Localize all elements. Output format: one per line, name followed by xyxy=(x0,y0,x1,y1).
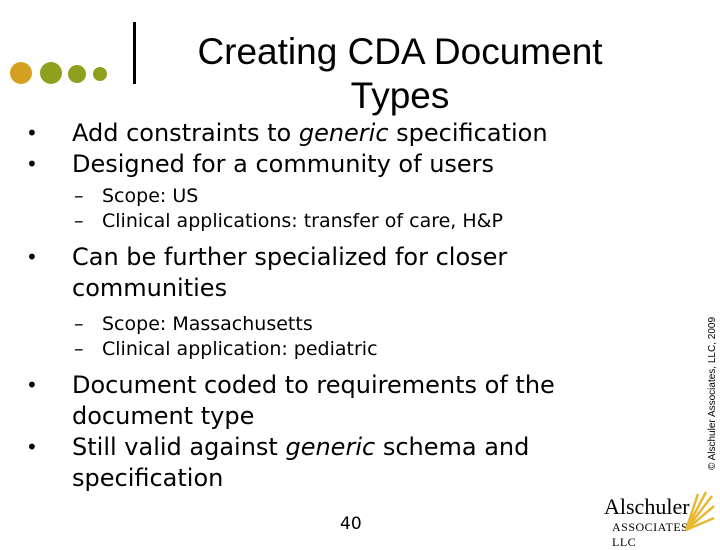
sub-bullet-item xyxy=(26,209,666,234)
sub-bullet-item xyxy=(26,337,666,362)
sub-bullet-text: Scope: US xyxy=(102,185,199,207)
green-dot xyxy=(40,62,62,84)
bullet-mark: • xyxy=(26,152,38,176)
sub-bullet-item xyxy=(26,312,666,337)
bullet-mark: • xyxy=(26,245,38,269)
sub-bullet-item xyxy=(26,184,666,209)
bullet-item xyxy=(26,242,666,304)
sub-bullet-mark: – xyxy=(74,338,84,360)
logo-name: Alschuler xyxy=(604,494,690,519)
bullet-text: Designed for a community of users xyxy=(72,150,495,178)
bullet-text: specification xyxy=(388,119,548,147)
bullet-text: Still valid against xyxy=(72,433,286,461)
bullet-mark: • xyxy=(26,373,38,397)
bullet-text: Can be further specialized for closer communities xyxy=(72,243,508,302)
slide-number: 40 xyxy=(340,514,362,534)
sub-bullet-mark: – xyxy=(74,313,84,335)
bullet-item xyxy=(26,370,666,432)
bullet-mark: • xyxy=(26,121,38,145)
bullet-item xyxy=(26,432,666,494)
bullet-item xyxy=(26,118,666,149)
bullet-emphasis: generic xyxy=(285,433,376,461)
sub-bullet-mark: – xyxy=(74,185,84,207)
company-logo xyxy=(604,490,716,549)
sub-bullet-text: Clinical applications: transfer of care, H&P xyxy=(102,210,503,232)
bullet-mark: • xyxy=(26,435,38,459)
gold-dot xyxy=(10,62,32,84)
slide-title: Creating CDA Document Types xyxy=(197,31,603,116)
bullet-emphasis: generic xyxy=(298,119,389,147)
copyright-notice: © Alschuler Associates, LLC, 2009 xyxy=(707,316,718,470)
sub-bullet-mark: – xyxy=(74,210,84,232)
bullet-text: Document coded to requirements of the document type xyxy=(72,371,555,430)
title-divider xyxy=(133,22,136,84)
bullet-item xyxy=(26,149,666,180)
bullet-text: schema and specification xyxy=(72,433,530,492)
logo-subtitle: ASSOCIATES LLC xyxy=(612,520,689,549)
green-dot xyxy=(68,65,86,83)
sunburst-icon xyxy=(682,490,716,534)
green-dot xyxy=(93,67,107,81)
slide-content xyxy=(26,118,666,494)
bullet-text: Add constraints to xyxy=(72,119,299,147)
sub-bullet-text: Clinical application: pediatric xyxy=(102,338,378,360)
sub-bullet-text: Scope: Massachusetts xyxy=(102,313,313,335)
